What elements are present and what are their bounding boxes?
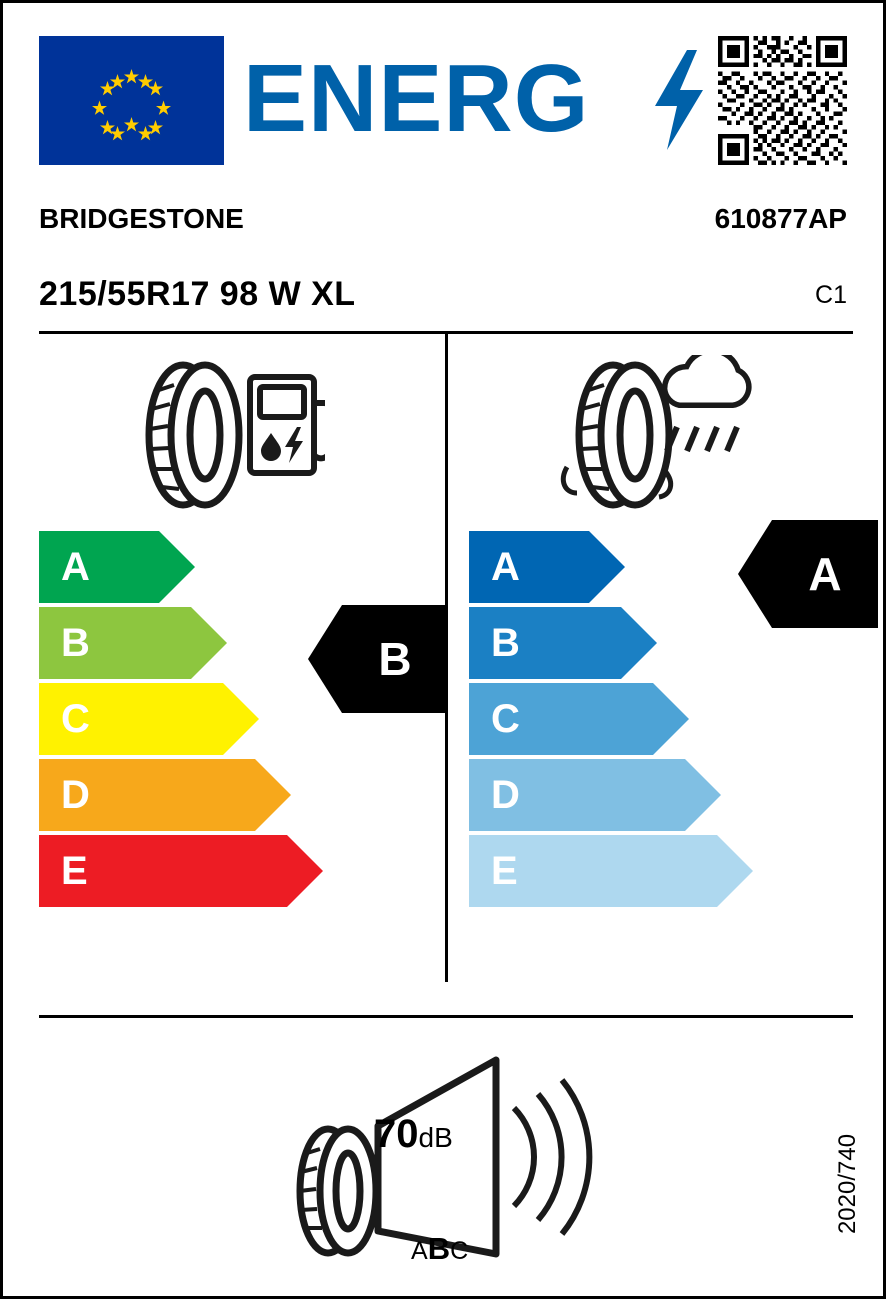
tyre-icon [149, 365, 239, 505]
noise-value [374, 1112, 453, 1157]
fuel-efficiency-selected-grade [308, 605, 448, 713]
grade-arrow [39, 531, 323, 603]
energ-wordmark: ENERG [243, 45, 590, 152]
grade-body [39, 759, 255, 831]
wet-grip-pictogram [555, 355, 775, 520]
grade-body [39, 531, 159, 603]
grade-arrow [39, 607, 323, 679]
product-code: 610877AP [714, 203, 847, 234]
noise-number: 70 [374, 1112, 419, 1156]
fuel-grade-a [39, 531, 323, 605]
grade-body [469, 531, 589, 603]
arrow-tip [308, 605, 342, 713]
wet-grade-letter: E [491, 849, 518, 893]
arrow-tip [191, 607, 227, 679]
brand-name: BRIDGESTONE [39, 203, 244, 234]
wet-grade-letter: A [491, 545, 520, 589]
grade-body [469, 607, 621, 679]
qr-code [718, 36, 847, 165]
arrow-tip [717, 835, 753, 907]
fuel-grade-e [39, 835, 323, 909]
grade-body [39, 607, 191, 679]
grade-arrow [39, 835, 323, 907]
wet-grade-letter: C [491, 697, 520, 741]
regulation-text: 2020/740 [833, 1133, 861, 1235]
grade-body [342, 605, 448, 713]
arrow-tip [223, 683, 259, 755]
grade-body [39, 835, 287, 907]
tyre-size: 215/55R17 98 W XL [39, 275, 356, 313]
fuel-grade-c [39, 683, 323, 757]
grade-arrow [469, 835, 753, 907]
noise-class-c: C [450, 1237, 469, 1265]
lightning-bolt-icon [653, 50, 705, 150]
grade-arrow [469, 683, 753, 755]
noise-unit: dB [418, 1122, 453, 1153]
arrow-tip [159, 531, 195, 603]
regulation-reference [823, 1106, 861, 1256]
wet-selected-letter: A [808, 548, 842, 600]
fuel-grade-letter: C [61, 697, 90, 741]
arrow-tip [287, 835, 323, 907]
arrow-tip [255, 759, 291, 831]
noise-class-selected: B [427, 1231, 451, 1266]
arrow-tip [589, 531, 625, 603]
wet-grip-selected-grade [738, 520, 878, 628]
arrow-tip [685, 759, 721, 831]
wet-grade-b [469, 607, 753, 681]
fuel-grade-letter: A [61, 545, 90, 589]
wet-grade-letter: B [491, 621, 520, 665]
fuel-grade-b [39, 607, 323, 681]
grade-arrow [469, 607, 753, 679]
divider-bottom [39, 1015, 853, 1018]
sound-waves-icon [514, 1080, 589, 1234]
rain-cloud-icon [665, 355, 749, 451]
grade-body [469, 683, 653, 755]
wet-grade-a [469, 531, 753, 605]
fuel-grade-letter: D [61, 773, 90, 817]
wet-grip-scale [469, 531, 753, 911]
wet-grade-c [469, 683, 753, 757]
tyre-icon [579, 365, 669, 505]
wet-grade-e [469, 835, 753, 909]
grade-arrow [469, 759, 753, 831]
fuel-grade-letter: E [61, 849, 88, 893]
fuel-efficiency-scale [39, 531, 323, 911]
tyre-class: C1 [815, 281, 847, 309]
grade-body [469, 835, 717, 907]
fuel-grade-letter: B [61, 621, 90, 665]
grade-body [772, 520, 878, 628]
grade-arrow [39, 683, 323, 755]
arrow-tip [621, 607, 657, 679]
eu-flag [39, 36, 224, 165]
noise-class [411, 1231, 468, 1267]
fuel-selected-letter: B [378, 633, 412, 685]
wet-grade-letter: D [491, 773, 520, 817]
speaker-icon [378, 1060, 496, 1254]
grade-arrow [469, 531, 753, 603]
grade-arrow [39, 759, 323, 831]
fuel-pump-icon [250, 377, 325, 473]
wet-grade-d [469, 759, 753, 833]
noise-class-a: A [411, 1237, 428, 1265]
arrow-tip [738, 520, 772, 628]
grade-body [469, 759, 685, 831]
fuel-efficiency-pictogram [125, 355, 325, 520]
grade-body [39, 683, 223, 755]
fuel-grade-d [39, 759, 323, 833]
arrow-tip [653, 683, 689, 755]
